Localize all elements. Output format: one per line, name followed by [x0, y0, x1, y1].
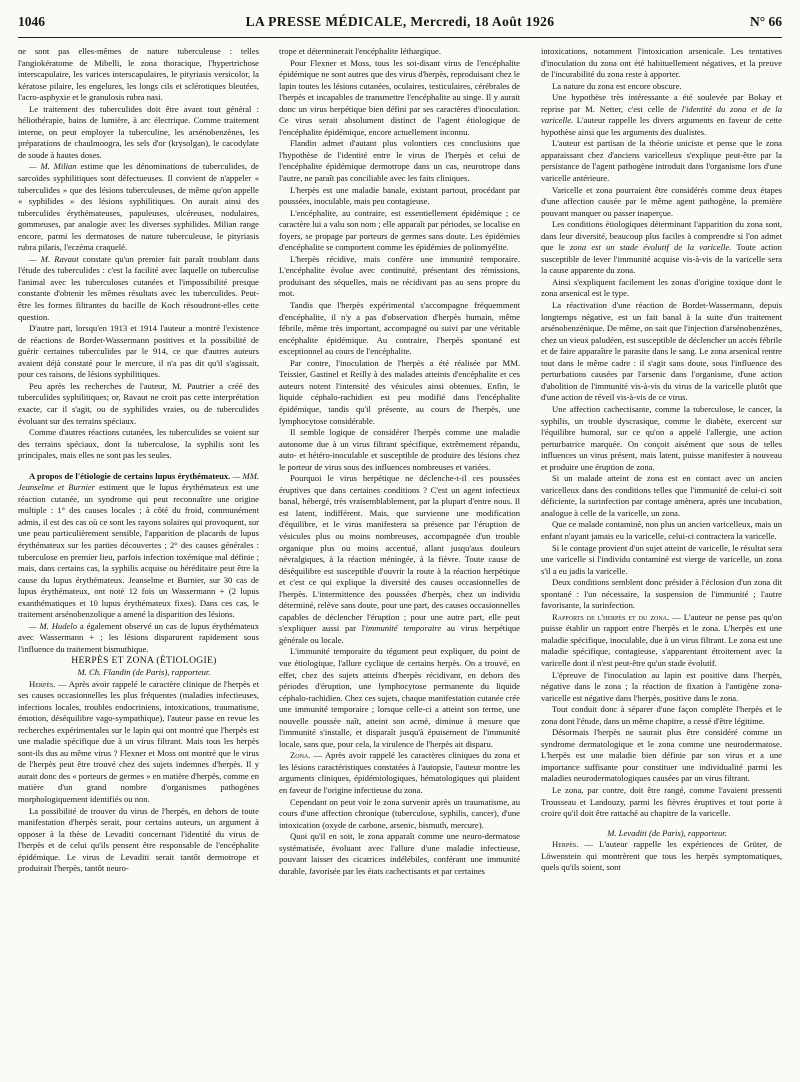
subsection-heading: Rapports de l'herpès et du zona.	[552, 611, 670, 622]
paragraph: Si le contage provient d'un sujet atteint de varicelle, le résultat sera une varicelle si l'individu contaminé est vierge de varicelle, un zona s'il a eu jadis la varicelle.	[541, 542, 782, 576]
section-title: HERPÈS ET ZONA (ÉTIOLOGIE)	[71, 655, 217, 667]
section-author	[18, 667, 259, 679]
paragraph: La possibilité de trouver du virus de l'herpès, en dehors de toute manifestation d'herpès serait, pour certains auteurs, un argument à opposer à la thèse de Levaditi concernant l'identité du virus de l'herpès et de celui qu'ils pensent être responsable de l'encéphalite épidémique. Le virus de Levaditi serait tantôt dermotrope et produirait l'herpès, tantôt neuro-	[18, 805, 259, 874]
paragraph: Désormais l'herpès ne saurait plus être considéré comme un syndrome dermatologique et le zona comme une neurodermatose. L'herpès est une maladie bien définie par son virus et a une importance suffisante pour constituer une individualité parmi les maladies neurodermatologiques causées par un virus filtrant.	[541, 727, 782, 784]
paragraph: Par contre, l'inoculation de l'herpès a été réalisée par MM. Teissier, Gastinel et Reilly à des malades atteints d'encéphalite et ces auteurs notent l'intensité des vésicules ainsi obtenues. Enfin, le liquide céphalo-rachidien est peu modifié dans l'encéphalite épidémique, tandis qu'il présente, au cours de l'herpès, une lymphocytose considérable.	[279, 357, 520, 426]
paragraph: Ainsi s'expliquent facilement les zonas d'origine toxique dont le zona arsenical est le type.	[541, 276, 782, 299]
paragraph: La réactivation d'une réaction de Bordet-Wassermann, depuis longtemps négative, est un fait banal à la suite d'un traitement arsénobenzénique. De même, on sait que l'injection d'arsénobenzènes, chez un vieux paludéen, est susceptible de déclencher un accès fébrile et de faire apparaître le parasite dans le sang. Le zona arsenical rentre tout dans le même cadre : il s'agit sans doute, sous l'influence des perturbations causées par l'arsenic dans l'organisme, d'une action d'abolition de l'immunité vis-à-vis du virus de la varicelle plutôt que d'une action de réveil vis-à-vis de ce virus.	[541, 300, 782, 403]
paragraph	[18, 254, 259, 323]
paragraph: L'immunité temporaire du tégument peut expliquer, du point de vue étiologique, l'allure cyclique de certains herpès. On a trouvé, en effet, chez des sujets atteints d'herpès récidivant, en dehors des périodes d'éruption, une lymphocytose permanente du liquide céphalo-rachidien. Chez ces sujets, chaque manifestation cutanée crée une immunité temporaire ; lorsque celle-ci a atteint son terme, une nouvelle poussée naît, atteint son acmé, diminue à mesure que l'immunité s'installe, et disparaît jusqu'à épuisement de l'immunité locale, sans que, pour cela, la virulence de l'herpès ait disparu.	[279, 646, 520, 749]
paragraph	[18, 471, 259, 621]
paragraph-text: Une hypothèse très intéressante a été soulevée par Bokay et reprise par M. Netter, c'est celle de	[541, 92, 782, 114]
author-name: M. Levaditi (de Paris), rapporteur.	[607, 827, 727, 838]
subsection-heading: A propos de l'étiologie de certains lupus érythémateux.	[29, 470, 231, 481]
paragraph-text: — L'auteur ne pense pas qu'on puisse établir un rapport entre l'herpès et le zona. L'herpès est une maladie spécifique, inoculable, due à un virus filtrant. Le zona est une maladie spécifique, contagieuse, s'apparentant étroitement avec la varicelle dont il n'est peut-être qu'un stade évolutif.	[541, 611, 782, 668]
paragraph: Il semble logique de considérer l'herpès comme une maladie autonome due à un virus filtrant spécifique, extrêmement répandu, auto- et hétéro-inoculable et susceptible de produire des lésions chez le porteur de virus sous des influences nombreuses et variées.	[279, 427, 520, 472]
issue-number: N° 66	[749, 14, 782, 29]
paragraph: Si un malade atteint de zona est en contact avec un ancien varicelleux dans des conditions telles que l'immunité de celui-ci soit déficiente, la surinfection par contage amènera, après une incubation, analogue à celle de la varicelle, un zona.	[541, 473, 782, 518]
paragraph	[541, 219, 782, 277]
paragraph-text: constate qu'un premier fait paraît troublant dans l'étude des tuberculides : c'est la facilité avec laquelle on tuberculise l'animal avec les tuberculoses cutanées et l'impossibilité presque constante d'obtenir les mêmes résultats avec les tuberculides. Peut-être les formes filtrantes du bacille de Koch résoudront-elles cette question.	[18, 253, 259, 322]
speaker-name: — M. Ravaut	[29, 253, 79, 264]
paragraph: L'auteur est partisan de la théorie uniciste et pense que le zona apparaissant chez d'anciens varicelleux s'explique peut-être par la persistance de l'agent pathogène introduit dans l'organisme lors d'une varicelle antérieure.	[541, 138, 782, 184]
paragraph: Tout conduit donc à séparer d'une façon complète l'herpès et le zona dont l'étude, dans un même chapitre, a cessé d'être légitime.	[541, 704, 782, 726]
paragraph: Une affection cachectisante, comme la tuberculose, le cancer, la syphilis, un trouble dyscrasique, comme le diabète, exercent sur l'équilibre humoral, sur ce qu'on a appelé l'allergie, une action perturbatrice marquée. On conçoit aisément que sous de telles influences un virus présent, mais latent, puisse manifester à nouveau et produire une éruption de zona.	[541, 403, 782, 472]
paragraph	[541, 92, 782, 138]
paragraph	[18, 161, 259, 253]
speaker-name: — MM. Jeanselme et Burnier	[18, 470, 259, 493]
paragraph-text: estiment que le lupus érythémateux est une réaction cutanée, un syndrome qui peut reconnaître une origine multiple : 1° des causes locales ; à côté du froid, communément admis, il est des cas où ce sont les rayons solaires qui provoquent, sur une peau particulièrement sensible, l'apparition de placards de lupus érythémateux sur les parties découvertes ; 2° des causes générales : tuberculose en premier lieu, parfois infection toxémique mal définie ; mais, dans certains cas, la syphilis acquise ou héréditaire peut être la cause du lupus érythémateux. Jeanselme et Burnier, sur 30 cas de lupus érythémateux, ont noté 12 fois un Wassermann + (2 lupus exanthématiques et 10 lupus érythémateux fixes). Dans ces cas, le traitement arsénobenzolique a amené la disparition des lésions.	[18, 482, 259, 620]
paragraph: ne sont pas elles-mêmes de nature tuberculeuse : telles l'angiokératome de Mibelli, le zona thoracique, l'hypertrichose interscapulaire, les varices interscapulaires, le pityriasis versicolor, la kératose pilaire, les engelures, les longs cils et sclérotiques bleutées, l'acro-asphyxie et le granulosis rubra nasi.	[18, 46, 259, 103]
column-2	[279, 46, 520, 1074]
column-3	[541, 46, 782, 1074]
paragraph: trope et déterminerait l'encéphalite léthargique.	[279, 46, 441, 56]
paragraph: Le zona, par contre, doit être rangé, comme l'avaient pressenti Trousseau et Landouzy, parmi les fièvres éruptives et tout porte à croire qu'il doit être rattaché au chapitre de la varicelle.	[541, 785, 782, 819]
paragraph: La nature du zona est encore obscure.	[552, 80, 682, 91]
emphasis: l'identité du zona et de la varicelle.	[541, 103, 782, 126]
paragraph: Tandis que l'herpès expérimental s'accompagne fréquemment d'encéphalite, il n'y a pas d'observation d'herpès humain, même fébrile, même très important, accompagné ou suivi par une véritable encéphalite épidémique. Au contraire, l'herpès spontané est exceptionnel au cours de l'encéphalite.	[279, 300, 520, 357]
subsection-heading: Herpès.	[29, 678, 56, 689]
subsection-heading: Zona.	[290, 750, 311, 761]
paragraph-text: estime que les dénominations de tuberculides, de sarcoïdes syphilitiques sont défectueuses. Il convient de n'appeler « tuberculides » que des lésions tuberculeuses, de même qu'on appelle « syphilides » des lésions syphilitiques. On aurait ainsi des tuberculides érythémateuses, papuleuses, ulcéreuses, nodulaires, gommeuses, par analogie avec les diverses syphilides. Milian range encore, parmi les dermatoses de nature tuberculeuse, le pityriasis rubra pilaris, l'eczéma craquelé.	[18, 161, 259, 253]
paragraph-text: — Après avoir rappelé les caractères cliniques du zona et les lésions caractéristiques constatées à l'autopsie, l'auteur montre les arguments cliniques, épidémiologiques, hématologiques qui plaident en faveur de l'origine infectieuse du zona.	[279, 750, 520, 795]
paragraph: L'herpès récidive, mais confère une immunité temporaire. L'encéphalite évolue avec continuité, présentant des rémissions, produisant des séquelles, mais ne récidivant pas au sens propre du mot.	[279, 253, 520, 299]
page-header	[18, 14, 782, 32]
paragraph: L'herpès est une maladie banale, existant partout, procédant par poussées, inoculable, mais peu contagieuse.	[279, 184, 520, 207]
paragraph-text: Les conditions étiologiques déterminant l'apparition du zona sont, dans leur diversité, beaucoup plus faciles à comprendre si l'on admet que le	[541, 219, 782, 253]
paragraph: Flandin admet d'autant plus volontiers ces conclusions que l'hypothèse de l'identité entre le virus de l'herpès et celui de l'encéphalite épidémique dermotrope dans un cas, neurotrope dans l'autre, ne paraît pas conciliable avec les faits cliniques.	[279, 138, 520, 184]
emphasis: immunité temporaire	[365, 623, 442, 634]
paragraph: L'épreuve de l'inoculation au lapin est positive dans l'herpès, négative dans le zona ; la réaction de fixation à l'antigène zona-varicelle est négative dans l'herpès, positive dans le zona.	[541, 669, 782, 703]
paragraph	[541, 612, 782, 670]
paragraph	[279, 473, 520, 646]
paragraph	[279, 750, 520, 796]
header-rule	[18, 37, 782, 38]
paragraph	[541, 839, 782, 874]
paragraph: Peu après les recherches de l'auteur, M. Pautrier a créé des tuberculides syphilitiques; or, Ravaut ne croit pas cette interprétation exacte, car il s'agit, ou de syphilides vraies, ou de tuberculides évoluant sur des terrains spéciaux.	[18, 380, 259, 426]
paragraph: D'autre part, lorsqu'en 1913 et 1914 l'auteur a montré l'existence de réactions de Bordet-Wassermann positives et la possibilité de guérir certaines tuberculides par le 914, ce que d'autres auteurs avaient déjà constaté pour le mercure, il n'a pas dit qu'il s'agissait, pour ces raisons, de lésions syphilitiques.	[18, 323, 259, 380]
author-name: M. Ch. Flandin (de Paris), rapporteur.	[77, 666, 211, 677]
paragraph-text: au virus herpétique générale ou locale.	[279, 623, 520, 645]
section-author	[541, 828, 782, 840]
paragraph-text: L'auteur rappelle les divers arguments en faveur de cette hypothèse ainsi que les arguments des dualistes.	[541, 115, 782, 137]
paragraph-text: a également observé un cas de lupus érythémateux avec Wassermann + ; les lésions disparurent rapidement sous l'influence du traitement bismuthique.	[18, 620, 259, 654]
speaker-name: — M. Hudelo	[29, 620, 78, 631]
page-number: 1046	[18, 14, 45, 29]
paragraph: L'encéphalite, au contraire, est essentiellement épidémique ; ce caractère lui a valu son nom ; elle apparaît par périodes, se localise en foyers, se propage par porteurs de germes sans doute. Les épidémies d'encéphalite se comportent comme les épidémies de poliomyélite.	[279, 207, 520, 253]
paragraph	[18, 679, 259, 806]
paragraph: intoxications, notamment l'intoxication arsenicale. Les tentatives d'inoculation du zona ont été habituellement négatives, et la preuve de l'incurabilité du zona reste à apporter.	[541, 46, 782, 80]
paragraph: Deux conditions semblent donc présider à l'éclosion d'un zona dit spontané : l'un nécessaire, la suspension de l'immunité ; l'autre favorisante, la surinfection.	[541, 577, 782, 611]
paragraph-text: — Après avoir rappelé le caractère clinique de l'herpès et ses causes occasionnelles les plus fréquentes (maladies infectieuses, infections locales, troubles endocriniens, intoxications, traumatisme, émotion, déséquilibre vago-sympathique), l'auteur passe en revue les recherches expérimentales sur le lapin qui ont montré que l'herpès est une maladie spécifique due à un virus filtrant. Mais tous les herpès sont-ils dus au même virus ? Flexner et Moss ont montré que le virus de l'herpès peut être trouvé chez des sujets indemnes d'herpès. Il y aurait donc des « porteurs de germes » en matière d'herpès, comme en matière d'un grand nombre d'organismes pathogènes morphologiquement identifiés ou non.	[18, 678, 259, 804]
journal-title: LA PRESSE MÉDICALE, Mercredi, 18 Août 1926	[245, 14, 555, 29]
paragraph: Le traitement des tuberculides doit être avant tout général : héliothérapie, bains de lumière, à arc électrique. Comme traitement interne, on peut employer la tuberculine, les arsénobenzènes, les préparations de chaulmoogra, les sels d'or (krysolgan), le cacodylate de soude à hautes doses.	[18, 103, 259, 160]
speaker-name: — M. Milian	[29, 161, 77, 172]
emphasis: zona est un stade évolutif de la varicelle.	[569, 242, 732, 253]
paragraph: Pour Flexner et Moss, tous les soi-disant virus de l'encéphalite épidémique ne sont autres que des virus d'herpès, reproduisant chez le lapin toutes les lésions cutanées, oculaires, testiculaires, cérébrales de l'herpès et incapables de transmettre l'encéphalite au singe. Il y aurait donc un virus herpétique bien défini par ses caractères d'inoculation. Ce virus serait absolument distinct de l'agent étiologique de l'encéphalite épidémique, encore actuellement inconnu.	[279, 57, 520, 137]
paragraph	[18, 621, 259, 656]
subsection-heading: Herpès.	[552, 839, 579, 850]
paragraph-text: Toute action susceptible de lever l'immunité acquise vis-à-vis de la varicelle sera la cause apparente du zona.	[541, 242, 782, 276]
paragraph-text: — L'auteur rappelle les expériences de Grüter, de Löwenstein qui montrèrent que tous les herpès symptomatiques, quels qu'ils soient, sont	[541, 839, 782, 873]
paragraph: Varicelle et zona pourraient être considérés comme deux étapes d'une affection causée par le même agent pathogène, la première pouvant manquer ou passer inaperçue.	[541, 184, 782, 218]
paragraph: Que ce malade contaminé, non plus un ancien varicelleux, mais un enfant n'ayant jamais eu la varicelle, celui-ci contractera la varicelle.	[541, 519, 782, 541]
paragraph: Cependant on peut voir le zona survenir après un traumatisme, au cours d'une affection chronique (tuberculose, syphilis, cancer), d'une intoxication (oxyde de carbone, arsenic, bismuth, mercure).	[279, 796, 520, 830]
paragraph: Comme d'autres réactions cutanées, les tuberculides se voient sur des terrains spéciaux, dont la tuberculose, la syphilis sont les principales, mais elles ne sont pas les seules.	[18, 427, 259, 461]
paragraph: Quoi qu'il en soit, le zona apparaît comme une neuro-dermatose systématisée, évoluant avec l'allure d'une maladie infectieuse, pouvant laisser des cicatrices indélébiles, conférant une immunité durable, favorisée par les états cachectisants et par certaines	[279, 831, 520, 876]
column-1	[18, 46, 259, 1074]
paragraph-text: Pourquoi le virus herpétique ne déclenche-t-il ces poussées éruptives que dans certaines conditions ? C'est un agent infectieux banal, hébergé, très vraisemblablement, par la plupart d'entre nous. Il est latent, indifférent. Mais, que survienne une modification d'équilibre, et le virus manifestera sa présence par l'éruption de vésicules plus ou moins nombreuses, accompagnée d'un trouble organique plus ou moins accentué, allant jusqu'aux douleurs névralgiques, à la réaction méningée, à la fièvre. Toute cause de déséquilibre est susceptible d'ouvrir la route à la réaction herpétique et c'est ce qui explique la diversité des causes occasionnelles de l'herpès. L'intermittence des poussées d'herpès, chez un individu déterminé, relève sans doute, pour une part, des causes occasionnelles capables de déclencher l'éruption ; pour une autre part, elle peut s'expliquer aussi par l'	[279, 473, 520, 634]
